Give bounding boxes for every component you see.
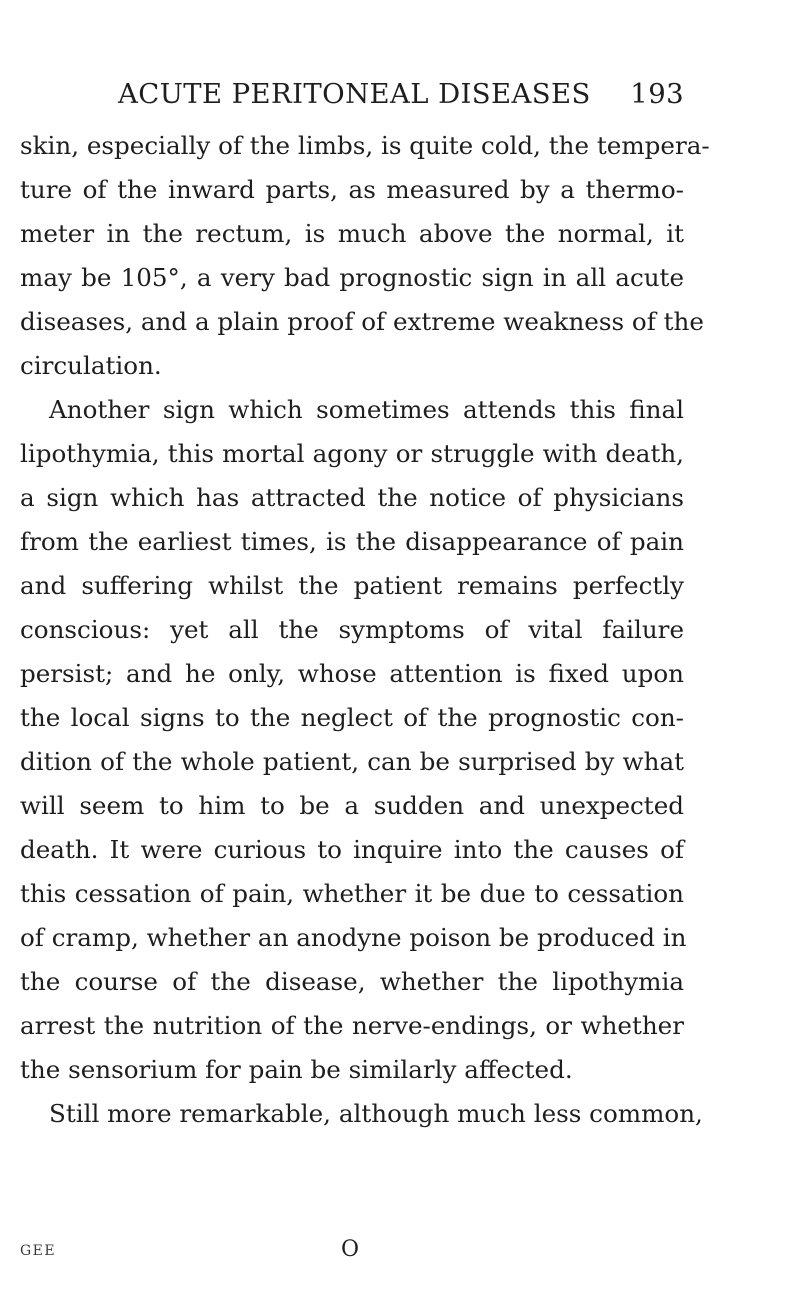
text-line: persist; and he only, whose attention is fixed upon (20, 659, 684, 688)
text-line: dition of the whole patient, can be surprised by what (20, 747, 684, 776)
text-line: and suffering whilst the patient remains perfectly (20, 571, 684, 600)
page-footer (20, 1237, 684, 1277)
text-line: a sign which has attracted the notice of physicians (20, 483, 684, 512)
text-line: the course of the disease, whether the lipothymia (20, 967, 684, 996)
page-number: 193 (630, 78, 684, 110)
running-head (118, 78, 684, 118)
text-line: conscious: yet all the symptoms of vital failure (20, 615, 684, 644)
text-line: meter in the rectum, is much above the normal, it (20, 219, 684, 248)
paragraph-end-line: the sensorium for pain be similarly affected. (20, 1055, 573, 1084)
text-line: will seem to him to be a sudden and unexpected (20, 791, 684, 820)
text-line: arrest the nutrition of the nerve-endings, or whether (20, 1011, 684, 1040)
text-line: this cessation of pain, whether it be due to cessation (20, 879, 684, 908)
paragraph-start-line: Still more remarkable, although much less common, (49, 1099, 703, 1128)
text-line: diseases, and a plain proof of extreme weakness of the (20, 307, 704, 336)
text-line: the local signs to the neglect of the prognostic con- (20, 703, 684, 732)
printer-signature: GEE (20, 1243, 57, 1259)
text-line: skin, especially of the limbs, is quite cold, the tempera- (20, 131, 710, 160)
signature-mark: O (341, 1237, 360, 1262)
text-line: ture of the inward parts, as measured by a thermo- (20, 175, 684, 204)
body-text (20, 124, 710, 1136)
text-line: may be 105°, a very bad prognostic sign in all acute (20, 263, 684, 292)
text-line: lipothymia, this mortal agony or struggle with death, (20, 439, 684, 468)
paragraph-start-line: Another sign which sometimes attends this final (49, 395, 684, 424)
text-line: death. It were curious to inquire into the causes of (20, 835, 684, 864)
running-title: ACUTE PERITONEAL DISEASES (118, 78, 591, 110)
text-line: of cramp, whether an anodyne poison be produced in (20, 923, 687, 952)
text-line: from the earliest times, is the disappearance of pain (20, 527, 684, 556)
paragraph-end-line: circulation. (20, 351, 162, 380)
